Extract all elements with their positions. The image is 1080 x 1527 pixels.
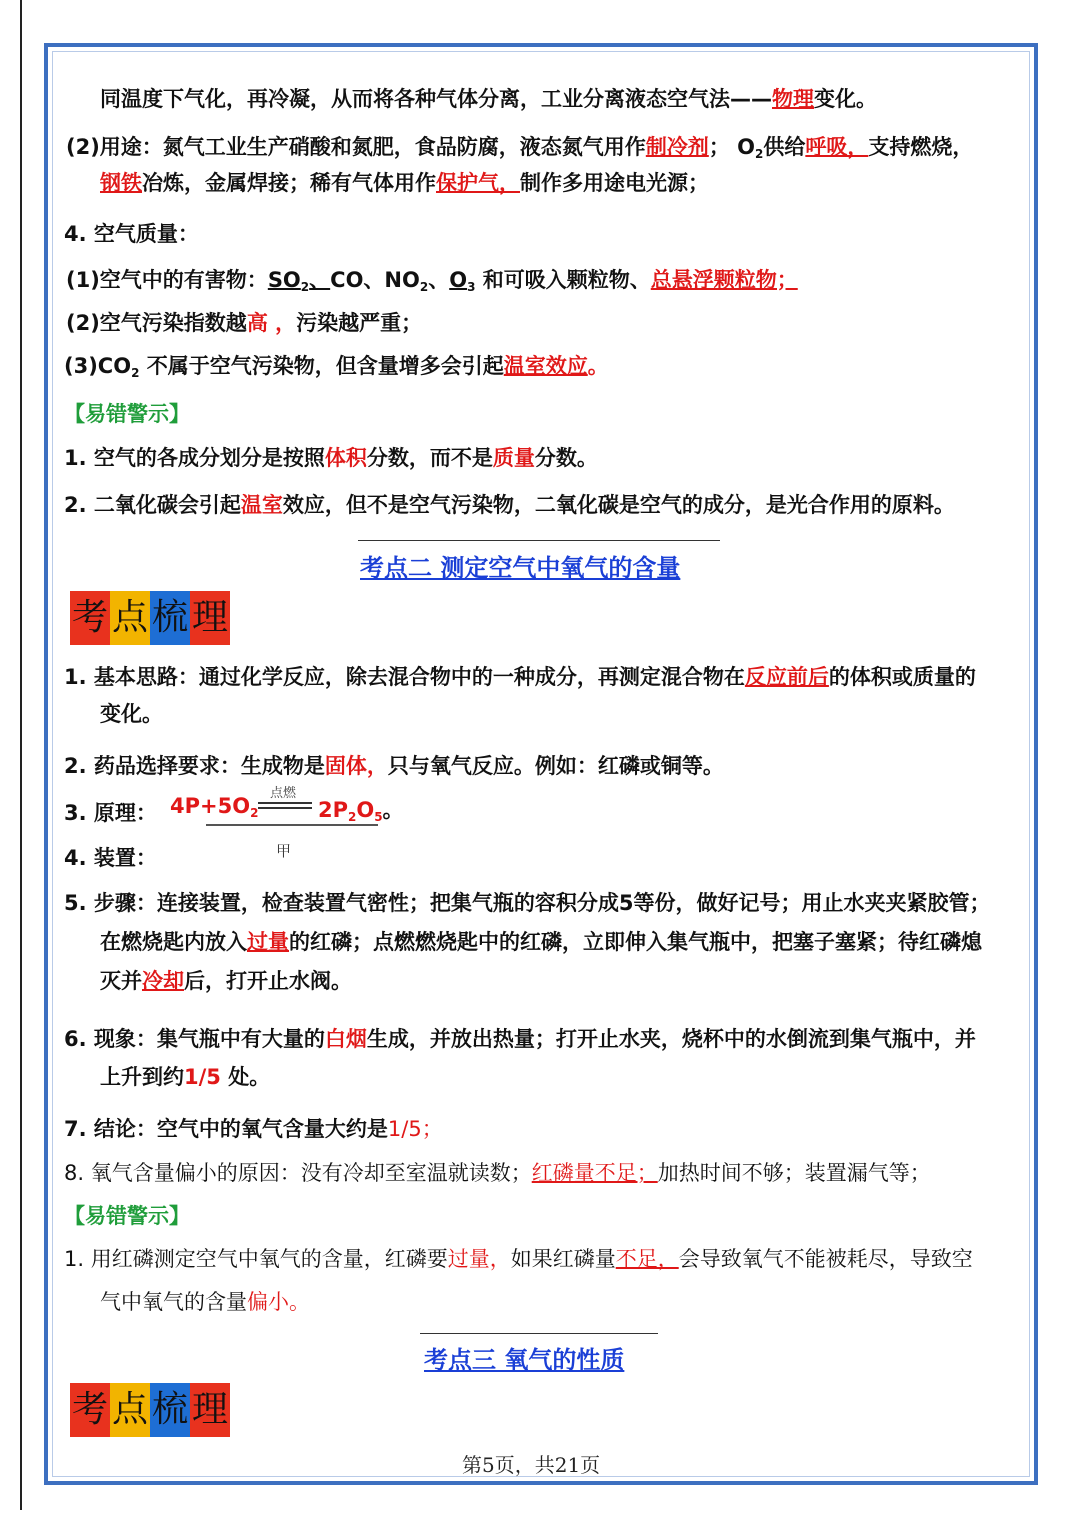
text: 、 [309,268,331,292]
keyword-white-smoke: 白烟 [324,1027,367,1051]
text-line-18 [64,1024,976,1054]
text-line-23 [100,1287,310,1317]
text: 冶炼，金属焊接；稀有气体用作 [142,171,436,195]
text: 支持燃烧， [868,135,974,159]
equals-bar [258,807,312,809]
text: 分数，而不是 [366,446,493,470]
equation-left [170,794,258,820]
equals-bar [258,802,312,804]
text: 效应，但不是空气污染物，二氧化碳是空气的成分，是光合作用的原料。 [282,493,955,517]
text: 分数。 [534,446,598,470]
section-rule [358,540,720,541]
text: 后，打开止水阀。 [184,969,352,993]
text: 只与氧气反应。例如：红磷或铜等。 [387,754,724,778]
left-margin-rule [20,0,22,1510]
keyword-volume: 体积 [324,446,367,470]
text: 不属于空气污染物，但含量增多会引起 [139,354,504,378]
keyword-excess: 过量， [447,1247,511,1271]
banner-char: 考 [70,591,110,645]
text: O [449,268,468,292]
so2-formula [268,268,330,292]
banner-char: 理 [190,591,230,645]
text: 灭并 [100,969,142,993]
topic-banner [70,591,230,645]
keyword-excess: 过量 [247,930,289,954]
text: 8. 氧气含量偏小的原因：没有冷却至室温就读数； [64,1161,532,1185]
keyword-cool: 冷却 [142,969,184,993]
text: 1. 基本思路：通过化学反应，除去混合物中的一种成分，再测定混合物在 [64,665,745,689]
section-rule [420,1333,658,1334]
text: 。 [382,798,404,822]
text: 4. 装置： [64,846,157,870]
text: 【易错警示】 [64,402,190,426]
text-line-16 [100,927,982,957]
banner-char: 梳 [150,1383,190,1437]
text: 处。 [220,1065,271,1089]
text: 同温度下气化，再冷凝，从而将各种气体分离，工业分离液态空气法—— [100,87,772,111]
text: 。 [289,1290,310,1314]
text: 【易错警示】 [64,1204,190,1228]
text: 4P+5O [170,794,251,818]
text-line-6 [66,308,422,338]
text: 如果红磷量 [510,1247,616,1271]
text: SO [267,268,301,292]
text-line-11 [100,699,163,729]
keyword-low: 偏小 [247,1290,289,1314]
text: CO、NO [330,268,420,292]
text: 生成，并放出热量；打开止水夹，烧杯中的水倒流到集气瓶中，并 [366,1027,976,1051]
section-title-2: 考点二 测定空气中氧气的含量 [360,554,681,582]
keyword-steel: 钢铁 [100,171,142,195]
text-line-2 [66,132,973,169]
text: 3. 原理： [64,801,157,825]
banner-char: 考 [70,1383,110,1437]
subscript: 2 [250,806,259,820]
text: (3)CO [64,354,132,378]
text-line-13 [64,798,157,828]
subscript: 5 [374,810,383,824]
section-title-3: 考点三 氧气的性质 [424,1346,625,1374]
topic-banner [70,1383,230,1437]
text-line-15 [64,888,991,918]
keyword-mass: 质量 [492,446,535,470]
text-line-1 [100,84,877,114]
text: 污染越严重； [296,311,423,335]
keyword-greenhouse: 温室 [240,493,283,517]
text: (2)空气污染指数越 [66,311,247,335]
text: 5. 步骤：连接装置，检查装置气密性；把集气瓶的容积分成5等份，做好记号；用止水夹夹紧胶管； [64,891,991,915]
reaction-condition: 点燃 [270,786,297,801]
keyword-physical: 物理 [772,87,814,111]
text: (2)用途：氮气工业生产硝酸和氮肥，食品防腐，液态氮气用作 [66,135,646,159]
text: 、 [428,268,450,292]
text-line-12 [64,751,724,781]
text: 在燃烧匙内放入 [100,930,247,954]
text: 1. 用红磷测定空气中氧气的含量，红磷要 [64,1247,448,1271]
keyword-insufficient: 红磷量不足； [531,1161,658,1185]
equation-right [318,794,404,824]
text: 2. 药品选择要求：生成物是 [64,754,325,778]
text-line-7 [64,351,609,388]
text: 的体积或质量的 [828,665,976,689]
text: 。 [587,354,609,378]
text: 上升到约 [100,1065,184,1089]
text-line-14 [64,843,157,873]
keyword-tsp: 总悬浮颗粒物； [650,268,798,292]
text: 会导致氧气不能被耗尽，导致空 [678,1247,973,1271]
text-line-8 [64,443,598,473]
text-line-10 [64,662,976,692]
banner-char: 点 [110,1383,150,1437]
keyword-fraction: 1/5； [387,1117,443,1141]
keyword-greenhouse: 温室效应 [503,354,588,378]
text: 加热时间不够；装置漏气等； [657,1161,931,1185]
subscript: 2 [131,366,140,380]
diagram-label: 甲 [276,842,292,860]
underline-rule [206,824,378,826]
subscript: 2 [754,147,764,161]
text-line-19 [100,1062,270,1092]
o3-formula [449,268,475,292]
keyword-breathing: 呼吸， [805,135,869,159]
subscript: 3 [467,280,476,294]
text: ； O [708,135,755,159]
text: 4. 空气质量： [64,222,199,246]
text: 2. 二氧化碳会引起 [64,493,241,517]
keyword-solid: 固体， [324,754,388,778]
text-line-3 [100,168,709,198]
text-line-20 [64,1114,443,1144]
text: 6. 现象：集气瓶中有大量的 [64,1027,325,1051]
keyword-refrigerant: 制冷剂 [645,135,709,159]
subscript: 2 [348,810,357,824]
text-line-21 [64,1158,931,1188]
heading-air-quality [64,219,199,249]
page-number: 第5页，共21页 [462,1453,601,1477]
error-warning-heading [64,399,190,429]
text-line-17 [100,966,352,996]
text: 变化。 [100,702,163,726]
text: 和可吸入颗粒物、 [475,268,651,292]
subscript: 2 [419,280,429,294]
text-line-5 [66,265,798,302]
banner-char: 理 [190,1383,230,1437]
text-line-9 [64,490,955,520]
keyword-fraction: 1/5 [184,1065,221,1089]
subscript: 2 [300,280,310,294]
text: (1)空气中的有害物： [66,268,268,292]
text: 变化。 [814,87,877,111]
banner-char: 点 [110,591,150,645]
text: 制作多用途电光源； [520,171,709,195]
text: 7. 结论：空气中的氧气含量大约是 [64,1117,388,1141]
text: O [356,798,375,822]
keyword-before-after: 反应前后 [744,665,829,689]
text: 的红磷；点燃燃烧匙中的红磷，立即伸入集气瓶中，把塞子塞紧；待红磷熄 [289,930,982,954]
keyword-high: 高 ， [246,311,297,335]
text: 气中氧气的含量 [100,1290,247,1314]
text-line-22 [64,1244,973,1274]
text: 1. 空气的各成分划分是按照 [64,446,325,470]
text: 2P [318,798,349,822]
keyword-protective-gas: 保护气， [436,171,520,195]
banner-char: 梳 [150,591,190,645]
chemical-equation [168,786,404,836]
keyword-insufficient: 不足， [615,1247,679,1271]
error-warning-heading [64,1201,190,1231]
text: 供给 [763,135,806,159]
